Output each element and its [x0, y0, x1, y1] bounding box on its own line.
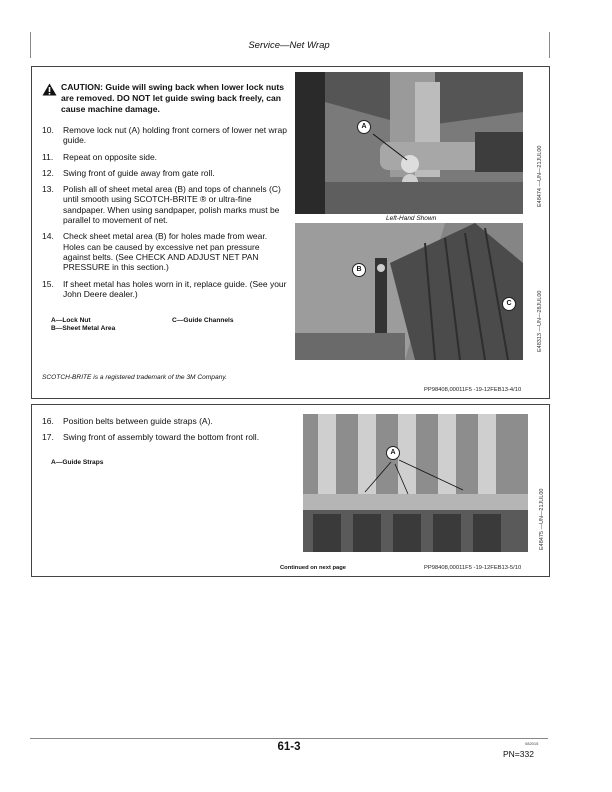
trademark-note: SCOTCH-BRITE is a registered trademark of the 3M Company.	[42, 374, 227, 381]
step-item: 16. Position belts between guide straps (A).	[42, 416, 213, 426]
procedure-section-2	[31, 404, 550, 577]
legend-left	[51, 317, 115, 333]
legend-guide-channels: C—Guide Channels	[172, 317, 234, 324]
caution-text: CAUTION: Guide will swing back when lower lock nuts are removed. DO NOT let guide swing back freely, can cause machine damage.	[61, 82, 284, 114]
pn-number: PN=332	[503, 749, 534, 759]
step-item: 12. Swing front of guide away from gate roll.	[42, 167, 215, 178]
legend-right	[172, 317, 234, 325]
step-item: 14. Check sheet metal area (B) for holes made from wear. Holes can be caused by excessive net pan pressure against belts. (See CHECK AND ADJUST NET PAN PRESSURE in this section.)	[42, 231, 268, 273]
step-item: 11. Repeat on opposite side.	[42, 151, 158, 162]
step-item: 10. Remove lock nut (A) holding front corners of lower net wrap guide.	[42, 125, 287, 146]
callout-c: C	[502, 297, 516, 311]
photo-id-1: E48474 —UN—21JUL00	[537, 145, 543, 207]
step-item: 17. Swing front of assembly toward the bottom front roll.	[42, 432, 260, 443]
callout-b: B	[352, 263, 366, 277]
photo-lock-nut	[295, 72, 523, 214]
photo-guide-straps	[303, 414, 528, 552]
step-item: 13. Polish all of sheet metal area (B) and tops of channels (C) until smooth using SCOTCH-BRITE ® or ultra-fine sandpaper. When using sandpaper, polish marks must be parallel to movement of net.	[42, 184, 281, 226]
continued-note: Continued on next page	[280, 565, 347, 571]
reference-code-1: PP98408,00011F5 -19-12FEB13-4/10	[424, 387, 522, 393]
legend-guide-straps: A—Guide Straps	[51, 459, 104, 466]
photo-id-2: E48313 —UN—28JUL00	[537, 290, 543, 352]
callout-a-straps: A	[386, 446, 400, 460]
photo-caption: Left-Hand Shown	[386, 215, 437, 222]
photo-guide-channels	[295, 223, 523, 360]
steps-list-1	[42, 125, 287, 305]
reference-code-2: PP98408,00011F5 -19-12FEB13-5/10	[424, 565, 522, 571]
page-number: 61-3	[277, 741, 301, 753]
callout-a: A	[357, 120, 371, 134]
caution-triangle-icon	[42, 83, 57, 96]
legend-lock-nut: A—Lock Nut	[51, 317, 91, 324]
legend-sheet-metal-area: B—Sheet Metal Area	[51, 325, 116, 332]
procedure-section-1	[31, 66, 550, 399]
caution-block	[42, 82, 287, 115]
footer-code: 082015	[525, 741, 539, 746]
footer-rule	[30, 738, 548, 739]
step-item: 15. If sheet metal has holes worn in it, replace guide. (See your John Deere dealer.)	[42, 278, 287, 299]
steps-list-2	[42, 416, 287, 449]
page-header-title: Service—Net Wrap	[248, 40, 330, 51]
photo-id-3: E48475 —UN—21JUL00	[539, 488, 545, 550]
